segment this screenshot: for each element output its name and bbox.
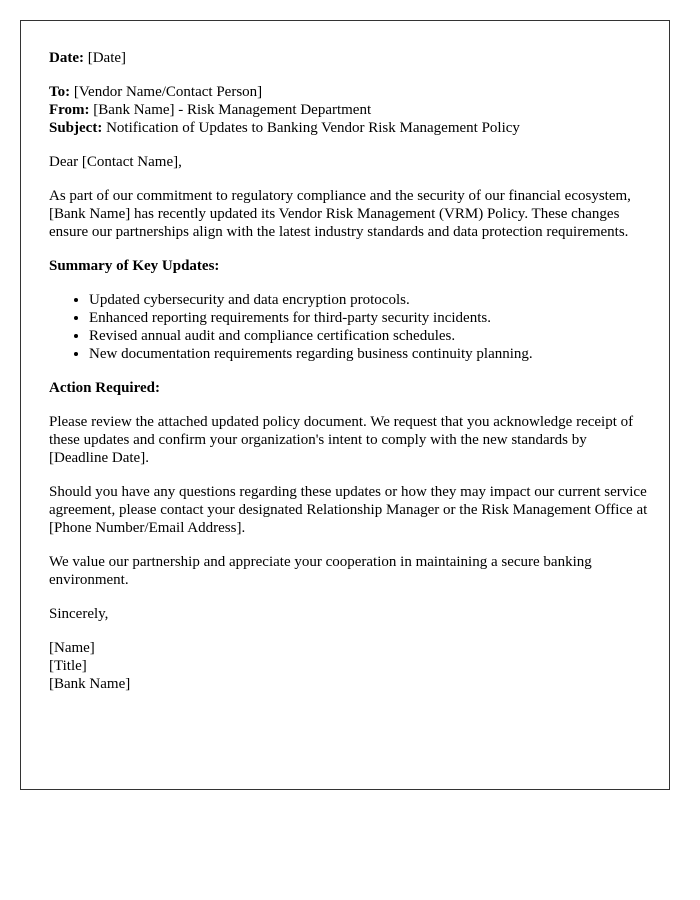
to-label: To: [49,84,71,100]
subject-value: Notification of Updates to Banking Vendor Risk Management Policy [106,120,520,136]
summary-heading: Summary of Key Updates: [49,258,220,274]
intro-paragraph: As part of our commitment to regulatory compliance and the security of our financial ecosystem, [Bank Name] has recently updated its Vendor Risk Management (VRM) Policy. These changes ensure our partnerships align with the latest industry standards and data protection requirements. [49,188,631,240]
date-line [49,49,649,67]
list-item: • Enhanced reporting requirements for third-party security incidents. [89,309,649,327]
to-line [49,83,649,101]
letter [20,20,670,790]
subject-line [49,119,649,137]
subject-label: Subject: [49,120,103,136]
date-value: [Date] [87,50,127,66]
list-item: • Updated cybersecurity and data encryption protocols. [89,291,649,309]
from-line [49,101,649,119]
action-paragraph: Please review the attached updated policy document. We request that you acknowledge receipt of these updates and confirm your organization's intent to comply with the new standards by [Deadline Date]. [49,414,634,466]
signature-name: [Name] [49,640,95,656]
signature-title: [Title] [49,658,87,674]
signoff: Sincerely, [49,606,109,622]
from-value: [Bank Name] - Risk Management Department [93,102,372,118]
updates-list [49,291,649,363]
closing-paragraph: We value our partnership and appreciate your cooperation in maintaining a secure banking environment. [49,554,592,588]
action-heading: Action Required: [49,380,160,396]
signature-block [49,639,649,693]
from-label: From: [49,102,90,118]
letter-header [49,83,649,137]
signature-bank: [Bank Name] [49,676,131,692]
to-value: [Vendor Name/Contact Person] [73,84,263,100]
salutation: Dear [Contact Name], [49,154,182,170]
list-item: • Revised annual audit and compliance certification schedules. [89,327,649,345]
questions-paragraph: Should you have any questions regarding these updates or how they may impact our current service agreement, please contact your designated Relationship Manager or the Risk Management Office at [Phone Number/Email Address]. [49,484,648,536]
date-label: Date: [49,50,84,66]
list-item: • New documentation requirements regarding business continuity planning. [89,345,649,363]
